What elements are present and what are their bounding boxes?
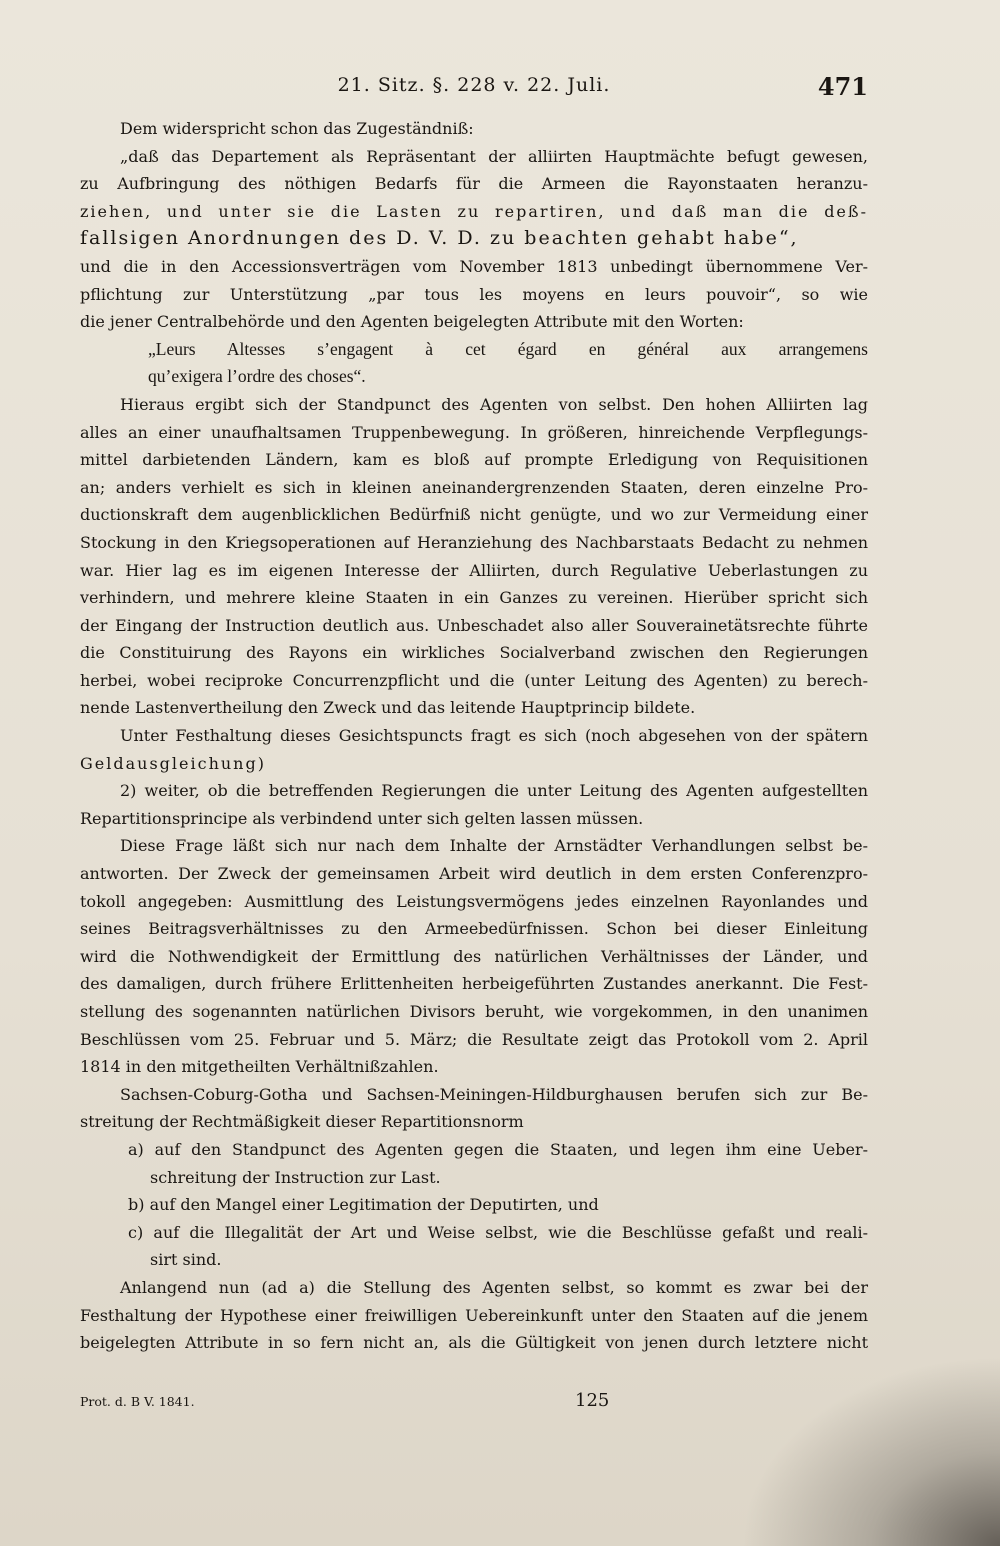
text-line: wird die Nothwendigkeit der Ermittlung des natürlichen Verhältnisses der Länder, und [80, 946, 868, 966]
text-line: Hieraus ergibt sich der Standpunct des Agenten von selbst. Den hohen Alliirten lag [120, 394, 868, 414]
page-footer [80, 1390, 868, 1420]
text-line: der Eingang der Instruction deutlich aus. Unbeschadet also aller Souverainetätsrechte führte [80, 615, 868, 635]
text-line: Beschlüssen vom 25. Februar und 5. März; die Resultate zeigt das Protokoll vom 2. April [80, 1029, 868, 1049]
text-line: alles an einer unaufhaltsamen Truppenbewegung. In größeren, hinreichende Verpflegungs- [80, 422, 868, 442]
text-line: Repartitionsprincipe als verbindend unter sich gelten lassen müssen. [80, 808, 644, 828]
text-line: verhindern, und mehrere kleine Staaten in ein Ganzes zu vereinen. Hierüber spricht sich [80, 588, 868, 608]
text-line: Diese Frage läßt sich nur nach dem Inhalte der Arnstädter Verhandlungen selbst be- [120, 836, 868, 856]
page-number: 471 [817, 72, 868, 101]
text-line: qu’exigera l’ordre des choses“. [148, 366, 366, 387]
sheet-number: 125 [575, 1390, 610, 1411]
text-line: und die in den Accessionsverträgen vom November 1813 unbedingt übernommene Ver- [80, 256, 868, 276]
text-line: streitung der Rechtmäßigkeit dieser Repartitionsnorm [80, 1112, 524, 1132]
text-line: sirt sind. [150, 1250, 222, 1270]
text-line: ziehen, und unter sie die Lasten zu repartiren, und daß man die deß- [80, 201, 868, 221]
text-line: beigelegten Attribute in so fern nicht an, als die Gültigkeit von jenen durch letztere nicht [80, 1333, 868, 1353]
text-line: die Constituirung des Rayons ein wirkliches Socialverband zwischen den Regierungen [80, 643, 868, 663]
text-line: Festhaltung der Hypothese einer freiwilligen Uebereinkunft unter den Staaten auf die jenem [80, 1305, 868, 1325]
text-line: c) auf die Illegalität der Art und Weise selbst, wie die Beschlüsse gefaßt und reali- [128, 1222, 868, 1242]
text-line: fallsigen Anordnungen des D. V. D. zu beachten gehabt habe“, [80, 227, 799, 250]
text-line: zu Aufbringung des nöthigen Bedarfs für die Armeen die Rayonstaaten heranzu- [80, 174, 868, 194]
signature-mark: Prot. d. B V. 1841. [80, 1394, 195, 1409]
text-line: a) auf den Standpunct des Agenten gegen die Staaten, und legen ihm eine Ueber- [128, 1139, 868, 1159]
text-line: pflichtung zur Unterstützung „par tous les moyens en leurs pouvoir“, so wie [80, 284, 868, 304]
text-line: Anlangend nun (ad a) die Stellung des Agenten selbst, so kommt es zwar bei der [120, 1277, 868, 1297]
text-line: stellung des sogenannten natürlichen Divisors beruht, wie vorgekommen, in den unanimen [80, 1002, 868, 1021]
text-line: antworten. Der Zweck der gemeinsamen Arbeit wird deutlich in dem ersten Conferenzpro- [80, 864, 868, 884]
text-line: war. Hier lag es im eigenen Interesse der Alliirten, durch Regulative Ueberlastungen zu [80, 560, 868, 580]
page-header [80, 72, 868, 108]
text-line: herbei, wobei reciproke Concurrenzpflicht und die (unter Leitung des Agenten) zu berech- [80, 670, 868, 690]
text-line: die jener Centralbehörde und den Agenten beigelegten Attribute mit den Worten: [80, 312, 744, 332]
body-text [80, 115, 868, 1357]
text-line: ductionskraft dem augenblicklichen Bedürfniß nicht genügte, und wo zur Vermeidung einer [80, 505, 868, 525]
text-line: tokoll angegeben: Ausmittlung des Leistungsvermögens jedes einzelnen Rayonlandes und [80, 891, 868, 911]
text-line: Unter Festhaltung dieses Gesichtspuncts fragt es sich (noch abgesehen von der spätern [120, 726, 868, 746]
text-line: des damaligen, durch frühere Erlittenheiten herbeigeführten Zustandes anerkannt. Die Fest- [80, 974, 868, 994]
text-line: Geldausgleichung) [80, 753, 266, 773]
text-line: „daß das Departement als Repräsentant der alliirten Hauptmächte befugt gewesen, [120, 146, 868, 166]
text-line: b) auf den Mangel einer Legitimation der Deputirten, und [128, 1195, 599, 1215]
text-line: „Leurs Altesses s’engagent à cet égard en général aux arrangemens [148, 338, 868, 359]
text-line: 1814 in den mitgetheilten Verhältnißzahlen. [80, 1057, 439, 1077]
text-line: Sachsen-Coburg-Gotha und Sachsen-Meiningen-Hildburghausen berufen sich zur Be- [120, 1084, 868, 1104]
running-head: 21. Sitz. §. 228 v. 22. Juli. [337, 74, 611, 96]
text-line: seines Beitragsverhältnisses zu den Armeebedürfnissen. Schon bei dieser Einleitung [80, 919, 868, 939]
text-line: schreitung der Instruction zur Last. [150, 1167, 441, 1187]
text-line: Dem widerspricht schon das Zugeständniß: [120, 119, 474, 138]
text-line: mittel darbietenden Ländern, kam es bloß auf prompte Erledigung von Requisitionen [80, 450, 868, 470]
text-line: an; anders verhielt es sich in kleinen aneinandergrenzenden Staaten, deren einzelne Pro- [80, 477, 868, 497]
text-line: nende Lastenvertheilung den Zweck und das leitende Hauptprincip bildete. [80, 698, 696, 718]
text-line: Stockung in den Kriegsoperationen auf Heranziehung des Nachbarstaats Bedacht zu nehmen [80, 532, 868, 552]
text-line: 2) weiter, ob die betreffenden Regierungen die unter Leitung des Agenten aufgestellten [120, 781, 868, 801]
